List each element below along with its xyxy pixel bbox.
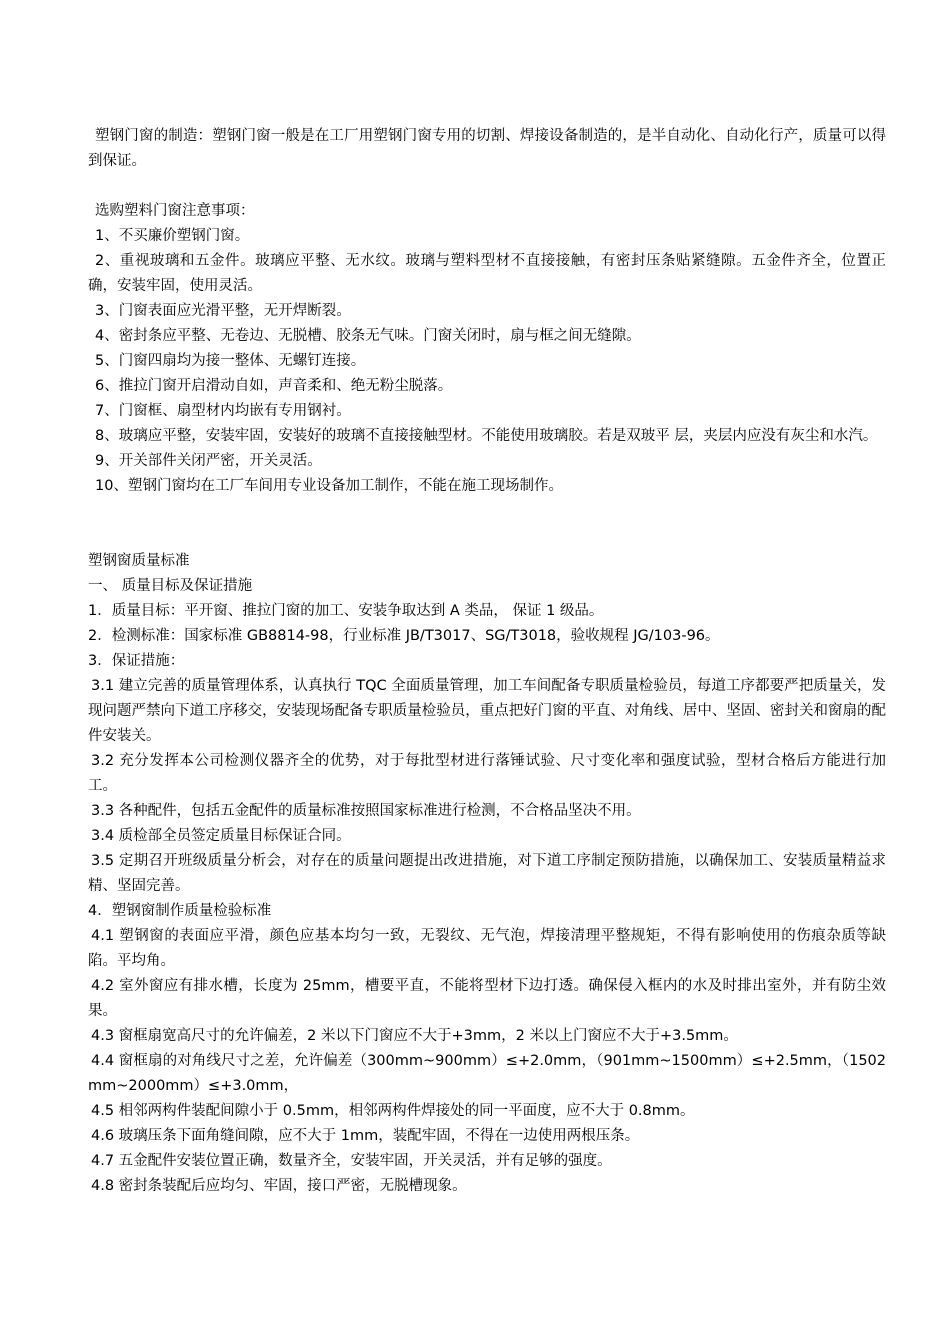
standard-4-7: 4.7 五金配件安装位置正确，数量齐全，安装牢固，开关灵活，并有足够的强度。 (91, 1153, 612, 1169)
inspection-standard-heading: 4．塑钢窗制作质量检验标准 (88, 903, 272, 919)
purchase-note-4: 4、密封条应平整、无卷边、无脱槽、胶条无气味。门窗关闭时，扇与框之间无缝隙。 (95, 328, 641, 344)
purchase-note-6: 6、推拉门窗开启滑动自如，声音柔和、绝无粉尘脱落。 (95, 378, 453, 394)
purchase-note-2: 2、重视玻璃和五金件。玻璃应平整、无水纹。玻璃与塑料型材不直接接触，有密封压条贴紧缝隙。五金件齐全，位置正确，安装牢固，使用灵活。 (88, 253, 886, 294)
spacer (88, 499, 886, 549)
purchase-note-10: 10、塑钢门窗均在工厂车间用专业设备加工制作，不能在施工现场制作。 (95, 478, 563, 494)
purchase-note-9: 9、开关部件关闭严密，开关灵活。 (95, 453, 322, 469)
purchase-note-5: 5、门窗四扇均为接一整体、无螺钉连接。 (95, 353, 366, 369)
measure-3-4: 3.4 质检部全员签定质量目标保证合同。 (91, 828, 351, 844)
assurance-measures-heading: 3．保证措施： (88, 653, 185, 669)
quality-standard-title: 塑钢窗质量标准 (88, 553, 190, 569)
spacer (88, 174, 886, 199)
test-standard-line: 2．检测标准：国家标准 GB8814-98，行业标准 JB/T3017、SG/T3018，验收规程 JG/103-96。 (88, 628, 720, 644)
purchase-note-3: 3、门窗表面应光滑平整，无开焊断裂。 (95, 303, 351, 319)
measure-3-2: 3.2 充分发挥本公司检测仪器齐全的优势，对于每批型材进行落锤试验、尺寸变化率和强度试验，型材合格后方能进行加工。 (88, 753, 886, 794)
purchase-note-8: 8、玻璃应平整，安装牢固，安装好的玻璃不直接接触型材。不能使用玻璃胶。若是双玻平 层，夹层内应没有灰尘和水汽。 (95, 428, 878, 444)
purchase-note-1: 1、不买廉价塑钢门窗。 (95, 228, 250, 244)
standard-4-8: 4.8 密封条装配后应均匀、牢固，接口严密，无脱槽现象。 (91, 1178, 467, 1194)
standard-4-5: 4.5 相邻两构件装配间隙小于 0.5mm，相邻两构件焊接处的同一平面度，应不大于 0.8mm。 (91, 1103, 695, 1119)
standard-4-6: 4.6 玻璃压条下面角缝间隙，应不大于 1mm，装配牢固，不得在一边使用两根压条。 (91, 1128, 640, 1144)
standard-4-2: 4.2 室外窗应有排水槽，长度为 25mm，槽要平直，不能将型材下边打透。确保侵入框内的水及时排出室外，并有防尘效果。 (88, 978, 886, 1019)
standard-4-4: 4.4 窗框扇的对角线尺寸之差，允许偏差（300mm~900mm）≤+2.0mm，（901mm~1500mm）≤+2.5mm，（1502mm~2000mm）≤+3.0mm， (88, 1053, 886, 1094)
purchase-note-7: 7、门窗框、扇型材内均嵌有专用钢衬。 (95, 403, 351, 419)
purchase-notes-heading: 选购塑料门窗注意事项： (95, 203, 255, 219)
quality-goals-subtitle: 一、 质量目标及保证措施 (88, 578, 253, 594)
measure-3-5: 3.5 定期召开班级质量分析会，对存在的质量问题提出改进措施，对下道工序制定预防措施，以确保加工、安装质量精益求精、坚固完善。 (88, 853, 886, 894)
measure-3-3: 3.3 各种配件，包括五金配件的质量标准按照国家标准进行检测，不合格品坚决不用。 (91, 803, 641, 819)
intro-paragraph: 塑钢门窗的制造：塑钢门窗一般是在工厂用塑钢门窗专用的切割、焊接设备制造的，是半自动化、自动化行产，质量可以得到保证。 (88, 128, 886, 169)
standard-4-1: 4.1 塑钢窗的表面应平滑，颜色应基本均匀一致，无裂纹、无气泡，焊接清理平整规矩，不得有影响使用的伤痕杂质等缺陷。平均角。 (88, 928, 886, 969)
standard-4-3: 4.3 窗框扇宽高尺寸的允许偏差，2 米以下门窗应不大于+3mm，2 米以上门窗应不大于+3.5mm。 (91, 1028, 738, 1044)
document-page (88, 124, 886, 1199)
measure-3-1: 3.1 建立完善的质量管理体系，认真执行 TQC 全面质量管理，加工车间配备专职质量检验员，每道工序都要严把质量关，发现问题严禁向下道工序移交，安装现场配备专职质量检验员，重点把好门窗的平直、对角线、居中、坚固、密封关和窗扇的配件安装关。 (88, 678, 886, 744)
quality-goal-line: 1．质量目标：平开窗、推拉门窗的加工、安装争取达到 A 类品， 保证 1 级品。 (88, 603, 604, 619)
